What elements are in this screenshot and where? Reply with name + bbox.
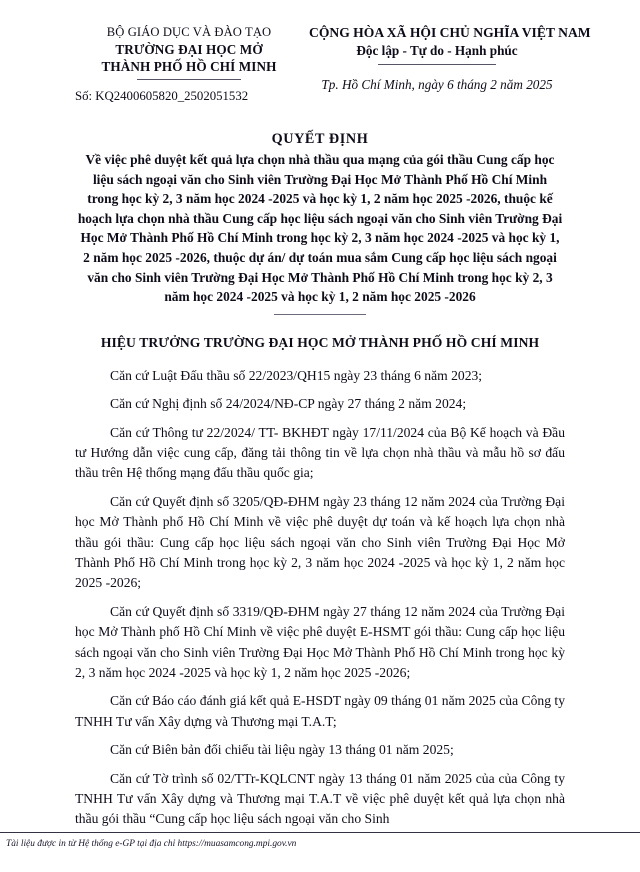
country-name: CỘNG HÒA XÃ HỘI CHỦ NGHĨA VIỆT NAM — [309, 25, 591, 40]
legal-basis-paragraph: Căn cứ Thông tư 22/2024/ TT- BKHĐT ngày 17/11/2024 của Bộ Kế hoạch và Đầu tư Hướng dẫn việc cung cấp, đăng tải thông tin về lựa chọn nhà thầu và mẫu hồ sơ đấu thầu trên Hệ thống mạng đấu thầu quốc gia; — [75, 424, 565, 481]
national-motto: Độc lập - Tự do - Hạnh phúc — [356, 43, 518, 58]
ministry-name: BỘ GIÁO DỤC VÀ ĐÀO TẠO — [106, 25, 272, 39]
title-block — [75, 129, 565, 315]
place-and-date: Tp. Hồ Chí Minh, ngày 6 tháng 2 năm 2025 — [321, 77, 553, 92]
footer-source-note: Tài liệu được in từ Hệ thống e-GP tại địa chỉ https://muasamcong.mpi.gov.vn — [6, 839, 297, 849]
authority-divider — [137, 79, 241, 80]
issuing-authority-block — [75, 24, 303, 105]
issuer-heading: HIỆU TRƯỞNG TRƯỜNG ĐẠI HỌC MỞ THÀNH PHỐ HỒ CHÍ MINH — [100, 334, 540, 350]
university-name-line1: TRƯỜNG ĐẠI HỌC MỞ — [115, 42, 263, 57]
title-divider-wrap — [75, 314, 565, 315]
legal-basis-paragraph: Căn cứ Biên bản đối chiếu tài liệu ngày 13 tháng 01 năm 2025; — [110, 742, 454, 758]
national-heading-block — [309, 24, 591, 94]
university-name-line2: THÀNH PHỐ HỒ CHÍ MINH — [101, 59, 277, 74]
legal-basis-paragraph: Căn cứ Quyết định số 3319/QĐ-ĐHM ngày 27 tháng 12 năm 2024 của Trường Đại học Mở Thành phố Hồ Chí Minh về việc phê duyệt E-HSMT gói thầu: Cung cấp học liệu sách ngoại văn cho Sinh viên Trường Đại Học Mở Thành Phố Hồ Chí Minh trong học kỳ 2, 3 năm học 2024 -2025 và học kỳ 1, 2 năm học 2025 -2026; — [75, 603, 565, 681]
document-number: Số: KQ2400605820_2502051532 — [75, 89, 249, 103]
page-footer — [0, 832, 640, 872]
document-body — [75, 366, 565, 830]
document-type-title: QUYẾT ĐỊNH — [271, 131, 369, 147]
title-divider — [274, 314, 366, 315]
legal-basis-paragraph: Căn cứ Tờ trình số 02/TTr-KQLCNT ngày 13 tháng 01 năm 2025 của của Công ty TNHH Tư vấn Xây dựng và Thương mại T.A.T về việc phê duyệt kết quả lựa chọn nhà thầu gói thầu “Cung cấp học liệu sách ngoại văn cho Sinh — [75, 770, 565, 827]
legal-basis-paragraph: Căn cứ Báo cáo đánh giá kết quả E-HSDT ngày 09 tháng 01 năm 2025 của Công ty TNHH Tư vấn Xây dựng và Thương mại T.A.T; — [75, 693, 565, 729]
document-subject: Về việc phê duyệt kết quả lựa chọn nhà thầu qua mạng của gói thầu Cung cấp học liệu sách ngoại văn cho Sinh viên Trường Đại Học Mở Thành Phố Hồ Chí Minh trong học kỳ 2, 3 năm học 2024 -2025 và học kỳ 1, 2 năm học 2025 -2026, thuộc kế hoạch lựa chọn nhà thầu Cung cấp học liệu sách ngoại văn cho Sinh viên Trường Đại Học Mở Thành Phố Hồ Chí Minh trong học kỳ 2, 3 năm học 2024 -2025 và học kỳ 1, 2 năm học 2025 -2026, thuộc dự án/ dự toán mua sắm Cung cấp học liệu sách ngoại văn cho Sinh viên Trường Đại Học Mở Thành Phố Hồ Chí Minh trong học kỳ 2, 3 năm học 2024 -2025 và học kỳ 1, 2 năm học 2025 -2026 — [77, 152, 563, 305]
motto-divider — [378, 64, 496, 65]
document-header — [75, 24, 591, 105]
legal-basis-paragraph: Căn cứ Nghị định số 24/2024/NĐ-CP ngày 27 tháng 2 năm 2024; — [110, 396, 467, 412]
legal-basis-paragraph: Căn cứ Quyết định số 3205/QĐ-ĐHM ngày 23 tháng 12 năm 2024 của Trường Đại học Mở Thành phố Hồ Chí Minh về việc phê duyệt dự toán và kế hoạch lựa chọn nhà thầu gói thầu: Cung cấp học liệu sách ngoại văn cho Sinh viên Trường Đại Học Mở Thành Phố Hồ Chí Minh trong học kỳ 2, 3 năm học 2024 -2025 và học kỳ 1, 2 năm học 2025 -2026; — [75, 493, 565, 591]
legal-basis-paragraph: Căn cứ Luật Đấu thầu số 22/2023/QH15 ngày 23 tháng 6 năm 2023; — [110, 367, 483, 383]
